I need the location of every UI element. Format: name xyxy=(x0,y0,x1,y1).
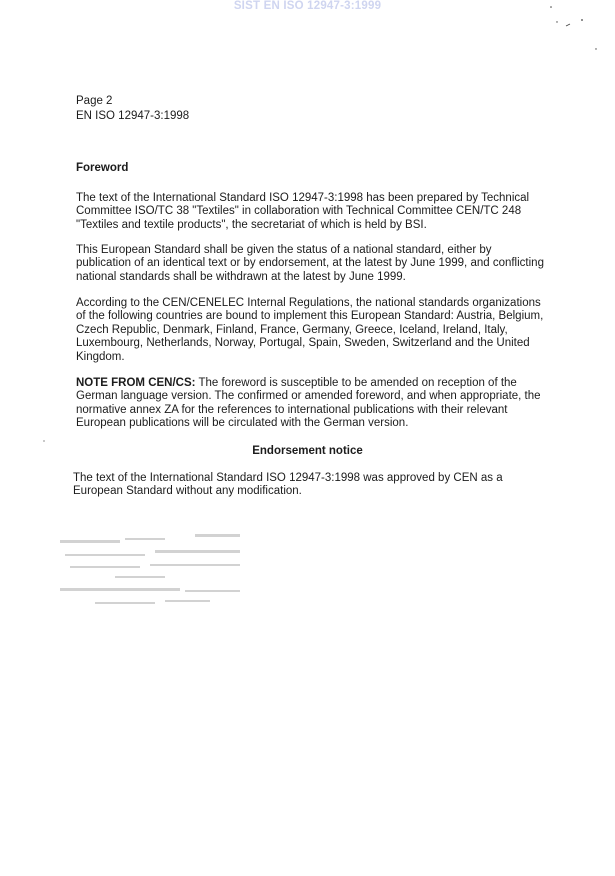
document-id: EN ISO 12947-3:1998 xyxy=(76,109,190,122)
foreword-paragraph-3: According to the CEN/CENELEC Internal Regulations, the national standards organizations of the following countries are bound to implement this European Standard: Austria, Belgium, Czech Republic, Denmark, Finland, France, Germany, Greece, Iceland, Ireland, Italy, Luxembourg, Netherlands, Norway, Portugal, Spain, Sweden, Switzerland and the United Kingdom. xyxy=(76,297,544,363)
page-header xyxy=(76,94,189,123)
note-paragraph xyxy=(76,377,546,431)
note-label: NOTE FROM CEN/CS: xyxy=(76,377,196,389)
faded-stamp-marks xyxy=(55,530,255,620)
foreword-paragraph-2: This European Standard shall be given the status of a national standard, either by publication of an identical text or by endorsement, at the latest by June 1999, and conflicting national standards shall be withdrawn at the latest by June 1999. xyxy=(76,244,544,283)
page-label: Page 2 xyxy=(76,95,113,107)
endorsement-paragraph: The text of the International Standard ISO 12947-3:1998 was approved by CEN as a European Standard without any modification. xyxy=(73,472,503,498)
note-text: The foreword is susceptible to be amended on reception of the German language version. The confirmed or amended foreword, and when appropriate, the normative annex ZA for the references to international publications with their relevant European publications will be circulated with the German version. xyxy=(76,377,541,430)
foreword-heading: Foreword xyxy=(76,162,129,174)
foreword-paragraph-1: The text of the International Standard ISO 12947-3:1998 has been prepared by Technical Committee ISO/TC 38 "Textiles" in collaboration with Technical Committee CEN/TC 248 "Textiles and textile products", the secretariat of which is held by BSI. xyxy=(76,192,530,231)
watermark: SIST EN ISO 12947-3:1999 xyxy=(233,0,382,12)
endorsement-heading: Endorsement notice xyxy=(252,445,363,457)
